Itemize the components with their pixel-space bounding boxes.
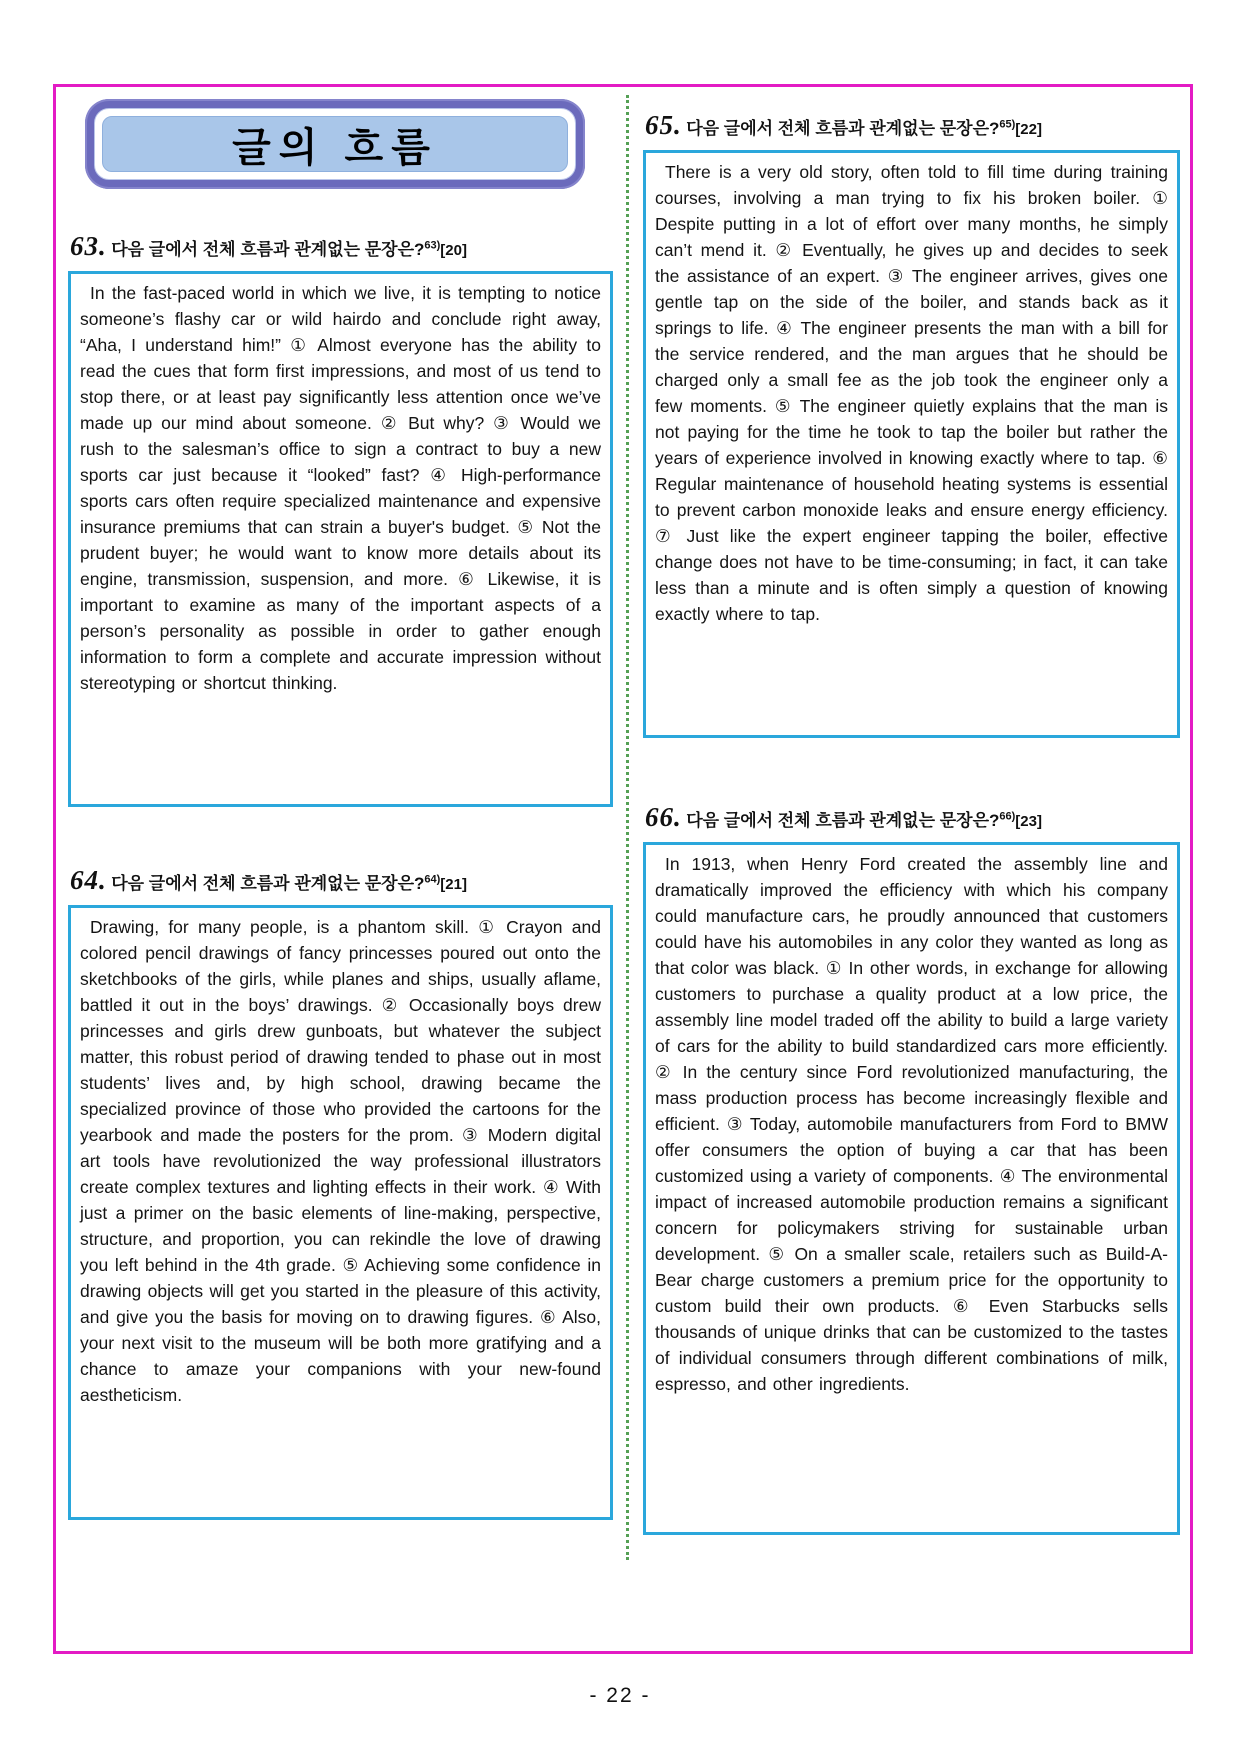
section-title: 글의 흐름 <box>232 125 438 170</box>
passage-text: In the fast-paced world in which we live, it is tempting to notice someone’s flashy car or wild hairdo and conclude right away, “Aha, I understand him!” ① Almost everyone has the ability to read the cues that form first impressions, and most of us tend to stop there, or at least pay significantly less attention once we’ve made up our mind about someone. ② But why? ③ Would we rush to the salesman’s office to sign a contract to buy a new sports car just because it “looked” fast? ④ High-performance sports cars often require specialized maintenance and expensive insurance premiums that can strain a buyer's budget. ⑤ Not the prudent buyer; he would want to know more details about its engine, transmission, suspension, and more. ⑥ Likewise, it is important to examine as many of the important aspects of a person’s personality as possible in order to gather enough information to form a complete and accurate impression without stereotyping or shortcut thinking. <box>80 283 601 693</box>
spacer <box>68 807 613 865</box>
left-column <box>68 231 613 1520</box>
footnote-ref: 65) <box>999 118 1016 131</box>
footnote-ref: 63) <box>424 239 441 252</box>
question-66-header <box>645 802 1180 833</box>
question-number: 66. <box>645 802 682 832</box>
section-title-banner <box>85 99 585 189</box>
question-number: 65. <box>645 110 682 140</box>
passage-text: Drawing, for many people, is a phantom skill. ① Crayon and colored pencil drawings of fancy princesses poured out onto the sketchbooks of the girls, while planes and ships, usually aflame, battled it out in the boys’ drawings. ② Occasionally boys drew princesses and girls drew gunboats, but whatever the subject matter, this robust period of drawing tended to phase out in most students’ lives and, by high school, drawing became the specialized province of those who provided the cartoons for the yearbook and made the posters for the prom. ③ Modern digital art tools have revolutionized the way professional illustrators create complex textures and lighting effects in their work. ④ With just a primer on the basic elements of line-making, perspective, structure, and proportion, you can rekindle the love of drawing you left behind in the 4th grade. ⑤ Achieving some confidence in drawing objects will get you started in the pleasure of this activity, and give you the basis for moving on to drawing figures. ⑥ Also, your next visit to the museum will be both more gratifying and a chance to amaze your companions with your new-found aestheticism. <box>80 917 602 1405</box>
footnote-ref: 66) <box>999 810 1016 823</box>
question-64 <box>68 865 613 1520</box>
question-65-header <box>645 110 1180 141</box>
question-number: 63. <box>70 231 107 261</box>
right-column <box>643 110 1180 1535</box>
question-66 <box>643 802 1180 1535</box>
question-prompt: 다음 글에서 전체 흐름과 관계없는 문장은? <box>686 119 1000 138</box>
title-banner-white-band <box>94 108 576 180</box>
score-tag: [22] <box>1015 121 1042 138</box>
passage-box <box>68 271 613 807</box>
score-tag: [20] <box>440 242 467 259</box>
score-tag: [23] <box>1015 813 1042 830</box>
page-number: - 22 - <box>589 1684 651 1707</box>
question-prompt: 다음 글에서 전체 흐름과 관계없는 문장은? <box>111 240 425 259</box>
title-banner-fill <box>102 116 568 172</box>
footnote-ref: 64) <box>424 873 441 886</box>
passage-text: There is a very old story, often told to fill time during training courses, involving a man trying to fix his broken boiler. ① Despite putting in a lot of effort over many months, he simply can’t mend it. ② Eventually, he gives up and decides to seek the assistance of an expert. ③ The engineer arrives, gives one gentle tap on the side of the boiler, and stands back as it springs to life. ④ The engineer presents the man with a bill for the service rendered, and the man argues that he should be charged only a small fee as the job took the engineer only a few moments. ⑤ The engineer quietly explains that the man is not paying for the time he took to tap the boiler but rather the years of experience involved in knowing exactly where to tap. ⑥ Regular maintenance of household heating systems is essential to prevent carbon monoxide leaks and ensure energy efficiency. ⑦ Just like the expert engineer tapping the boiler, effective change does not have to be time-consuming; in fact, it can take less than a minute and is often simply a question of knowing exactly where to tap. <box>655 162 1168 624</box>
passage-text: In 1913, when Henry Ford created the assembly line and dramatically improved the efficiency with which his company could manufacture cars, he proudly announced that customers could have his automobiles in any color they wanted as long as that color was black. ① In other words, in exchange for allowing customers to purchase a quality product at a low price, the assembly line model traded off the ability to build a large variety of cars for the ability to build standardized cars more efficiently. ② In the century since Ford revolutionized manufacturing, the mass production process has become increasingly flexible and efficient. ③ Today, automobile manufacturers from Ford to BMW offer consumers the option of buying a car that has been customized using a variety of components. ④ The environmental impact of increased automobile production remains a significant concern for policymakers striving for sustainable urban development. ⑤ On a smaller scale, retailers such as Build-A-Bear charge customers a premium price for the opportunity to custom build their own products. ⑥ Even Starbucks sells thousands of unique drinks that can be customized to the tastes of individual consumers through different combinations of milk, espresso, and other ingredients. <box>655 854 1168 1394</box>
question-63-header <box>70 231 613 262</box>
passage-box <box>68 905 613 1520</box>
spacer <box>643 738 1180 802</box>
question-prompt: 다음 글에서 전체 흐름과 관계없는 문장은? <box>111 874 425 893</box>
question-64-header <box>70 865 613 896</box>
score-tag: [21] <box>440 876 467 893</box>
question-65 <box>643 110 1180 738</box>
passage-box <box>643 150 1180 738</box>
question-number: 64. <box>70 865 107 895</box>
question-prompt: 다음 글에서 전체 흐름과 관계없는 문장은? <box>686 811 1000 830</box>
question-63 <box>68 231 613 807</box>
passage-box <box>643 842 1180 1535</box>
title-banner-outer-band <box>85 99 585 189</box>
column-divider <box>626 95 629 1560</box>
